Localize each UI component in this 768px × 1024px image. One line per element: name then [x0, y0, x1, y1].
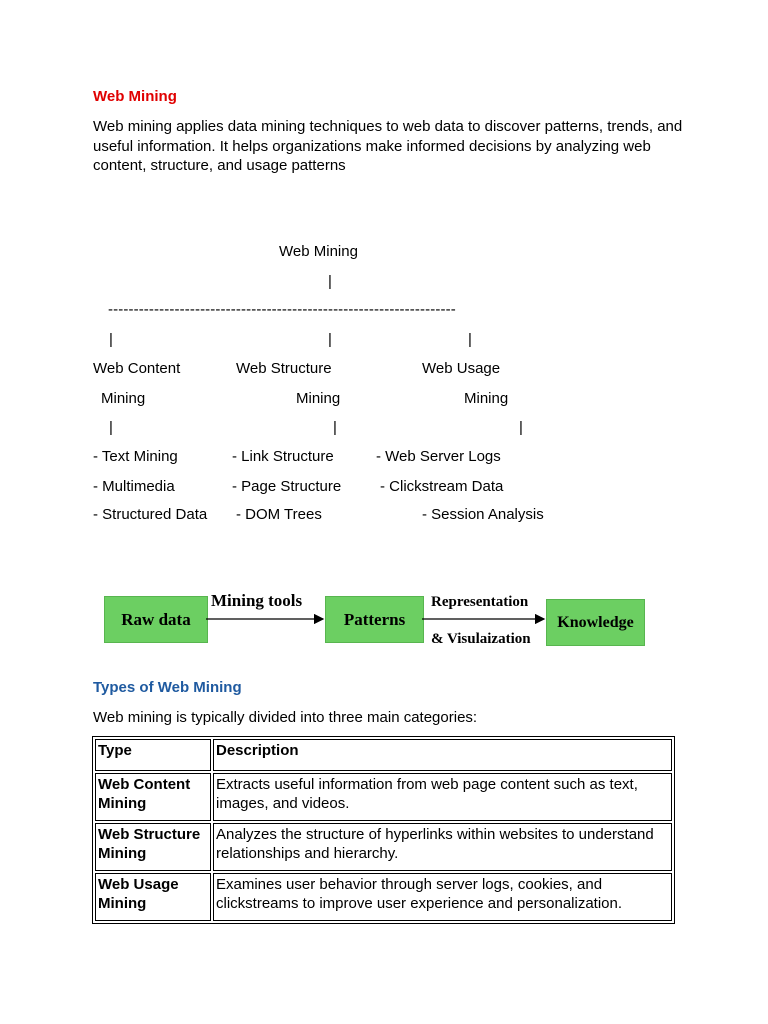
table-cell-description: Analyzes the structure of hyperlinks within websites to understand relationships and hierarchy. — [213, 823, 672, 871]
branch-2-item-1: - Link Structure — [232, 448, 334, 465]
intro-paragraph: Web mining applies data mining techniques to web data to discover patterns, trends, and useful information. It helps organizations make informed decisions by analyzing web content, structure, and usage patterns — [93, 118, 683, 174]
tree-pipe-root: | — [328, 273, 332, 290]
branch-1-line1: Web Content — [93, 360, 181, 377]
branch-3-item-1: - Web Server Logs — [376, 448, 501, 465]
tree-pipe-branch-2: | — [328, 331, 332, 348]
branch-2-item-2: - Page Structure — [232, 478, 342, 495]
table-header-description: Description — [213, 739, 672, 771]
table-row — [95, 773, 672, 821]
flow-edge-mining-tools: Mining tools — [211, 591, 303, 610]
branch-1-item-2: - Multimedia — [93, 478, 175, 495]
tree-pipe-leaf-1: | — [109, 419, 113, 436]
flow-box-raw-data: Raw data — [104, 596, 208, 643]
types-intro: Web mining is typically divided into three main categories: — [93, 709, 478, 726]
types-table — [92, 736, 675, 924]
table-cell-type: Web Structure Mining — [95, 823, 211, 871]
table-header-type: Type — [95, 739, 211, 771]
table-row — [95, 823, 672, 871]
tree-pipe-branch-3: | — [468, 331, 472, 348]
table-cell-type: Web Usage Mining — [95, 873, 211, 921]
flow-edge-visualization: & Visulaization — [431, 631, 531, 647]
tree-root: Web Mining — [279, 243, 358, 260]
branch-1-line2: Mining — [101, 390, 146, 407]
branch-2-line1: Web Structure — [236, 360, 332, 377]
branch-3-item-3: - Session Analysis — [422, 506, 544, 523]
table-cell-type: Web Content Mining — [95, 773, 211, 821]
tree-dashes: -------------------------------------------------------------------- — [108, 301, 456, 318]
tree-pipe-branch-1: | — [109, 331, 113, 348]
branch-3-line2: Mining — [464, 390, 509, 407]
branch-2-item-3: - DOM Trees — [236, 506, 322, 523]
branch-3-item-2: - Clickstream Data — [380, 478, 504, 495]
flow-box-patterns: Patterns — [325, 596, 424, 643]
table-cell-description: Examines user behavior through server logs, cookies, and clickstreams to improve user experience and personalization. — [213, 873, 672, 921]
table-cell-description: Extracts useful information from web page content such as text, images, and videos. — [213, 773, 672, 821]
table-row — [95, 873, 672, 921]
table-header-row — [95, 739, 672, 771]
branch-3-line1: Web Usage — [422, 360, 501, 377]
flow-box-knowledge: Knowledge — [546, 599, 645, 646]
tree-pipe-leaf-2: | — [333, 419, 337, 436]
section-heading-web-mining: Web Mining — [93, 88, 177, 105]
tree-pipe-leaf-3: | — [519, 419, 523, 436]
branch-1-item-3: - Structured Data — [93, 506, 208, 523]
flow-edge-representation: Representation — [431, 594, 529, 610]
branch-1-item-1: - Text Mining — [93, 448, 178, 465]
section-heading-types: Types of Web Mining — [93, 679, 242, 696]
branch-2-line2: Mining — [296, 390, 341, 407]
